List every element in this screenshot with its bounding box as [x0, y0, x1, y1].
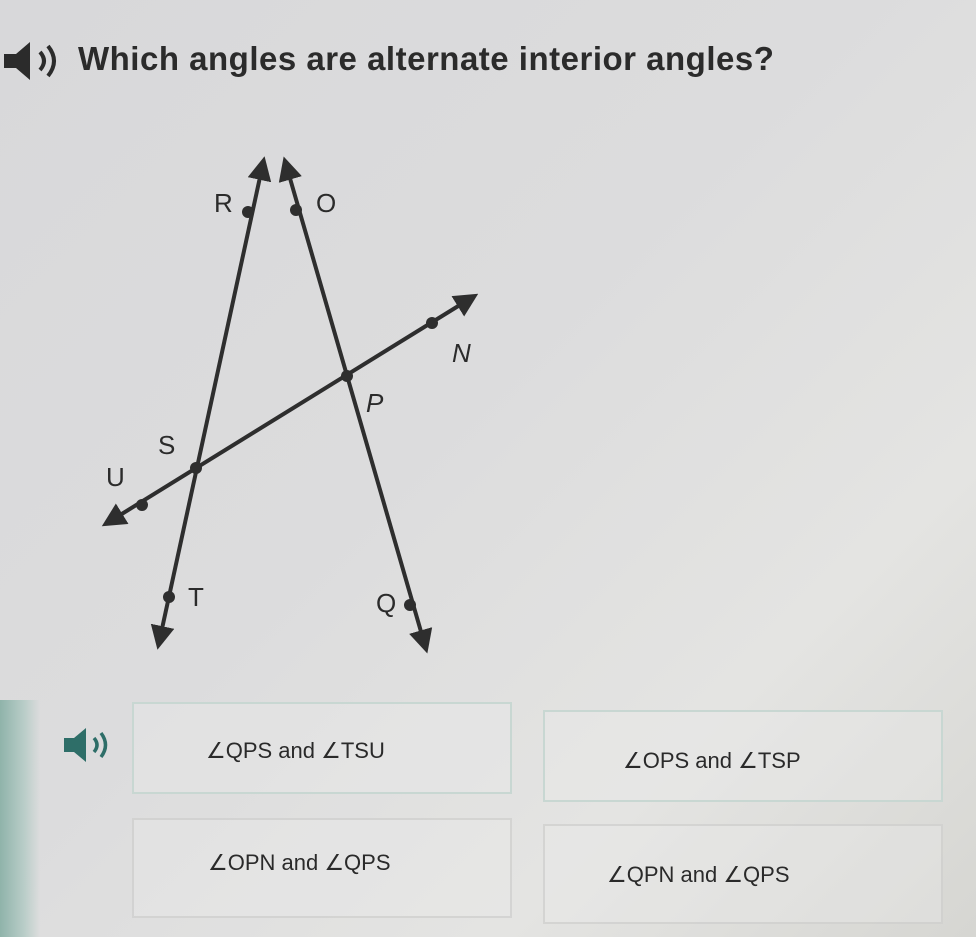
point-t-dot [163, 591, 175, 603]
point-n-dot [426, 317, 438, 329]
answer-choice-3[interactable] [132, 818, 512, 918]
point-q-dot [404, 599, 416, 611]
answer-choice-2-label: ∠OPS and ∠TSP [623, 748, 801, 773]
answer-choice-1[interactable] [132, 702, 512, 794]
geometry-figure [0, 0, 560, 680]
point-o-dot [290, 204, 302, 216]
label-p: P [366, 388, 384, 418]
label-t: T [188, 582, 204, 612]
line-un [112, 300, 468, 520]
line-rt [160, 168, 262, 638]
label-o: O [316, 188, 337, 218]
question-text: Which angles are alternate interior angles? [78, 40, 775, 77]
answer-choice-4-label: ∠QPN and ∠QPS [607, 862, 790, 887]
answer-choice-1-label: ∠QPS and ∠TSU [206, 738, 385, 763]
point-r-dot [242, 206, 254, 218]
read-answers-speaker-icon[interactable] [60, 726, 118, 769]
label-u: U [106, 462, 125, 492]
label-n: N [452, 338, 471, 368]
answer-choice-2[interactable] [543, 710, 943, 802]
point-p-dot [341, 370, 353, 382]
answer-choice-3-label: ∠OPN and ∠QPS [208, 850, 391, 875]
point-u-dot [136, 499, 148, 511]
label-r: R [214, 188, 233, 218]
point-s-dot [190, 462, 202, 474]
label-s: S [158, 430, 176, 460]
answer-choice-4[interactable] [543, 824, 943, 924]
label-q: Q [376, 588, 397, 618]
line-oq [287, 168, 424, 642]
left-edge-panel [0, 700, 40, 937]
